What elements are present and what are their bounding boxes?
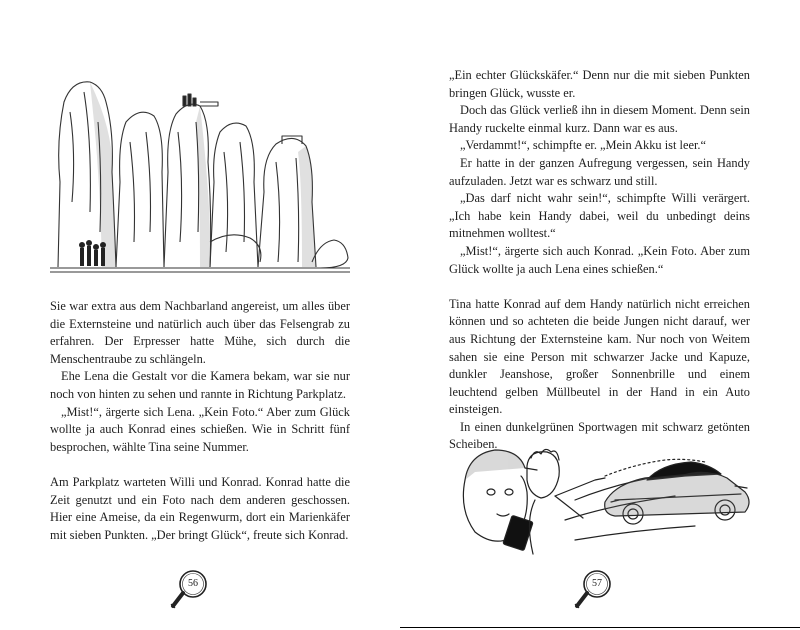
rock-formation-illustration (50, 62, 350, 274)
left-page-text (50, 298, 350, 544)
boys-and-sportscar-illustration (455, 440, 755, 555)
right-page-text (449, 67, 750, 454)
paragraph: „Mist!“, ärgerte sich Lena. „Kein Foto.“ Aber zum Glück wollte ja auch Konrad eines schießen. Wie in Schritt fünf besprochen, wählte Tina seine Nummer. (50, 404, 350, 454)
paragraph: In einen dunkelgrünen Sportwagen mit schwarz getönten Scheiben. (449, 419, 750, 452)
page-number: 56 (188, 578, 198, 589)
paragraph: Tina hatte Konrad auf dem Handy natürlich nicht erreichen können und so achteten die beide Jungen nicht darauf, wer aus Richtung der Externsteine kam. Nur noch von Weitem sahen sie eine Person mit schwarzer Jacke und Kapuze, dunkler Jeanshose, großer Sonnenbrille und einem leuchtend gelben Müllbeutel in der Hand in ein Auto einsteigen. (449, 296, 750, 417)
paragraph: „Das darf nicht wahr sein!“, schimpfte Willi verärgert. „Ich habe kein Handy dabei, weil du unbedingt deins mitnehmen wolltest.“ (449, 191, 750, 241)
right-page (400, 0, 800, 630)
bottom-rule (400, 627, 800, 628)
page-number-badge (168, 568, 228, 618)
paragraph: „Mist!“, ärgerte sich auch Konrad. „Kein Foto. Aber zum Glück wollte ja auch Lena eines schießen.“ (449, 243, 750, 276)
page-number-badge (572, 568, 632, 618)
paragraph: Doch das Glück verließ ihn in diesem Moment. Denn sein Handy ruckelte einmal kurz. Dann war es aus. (449, 103, 750, 135)
paragraph: „Ein echter Glückskäfer.“ Denn nur die mit sieben Punkten bringen Glück, wusste er. (449, 68, 750, 100)
paragraph: Ehe Lena die Gestalt vor die Kamera bekam, war sie nur noch von hinten zu sehen und rannte in Richtung Parkplatz. (50, 369, 350, 401)
paragraph: Sie war extra aus dem Nachbarland angereist, um alles über die Externsteine und natürlich auch über das Felsengrab zu erfahren. Der Erpresser hatte Mühe, sich durch die Menschentraube zu schlängeln. (50, 299, 350, 366)
paragraph: Er hatte in der ganzen Aufregung vergessen, sein Handy aufzuladen. Jetzt war es schwarz und still. (449, 155, 750, 188)
paragraph: „Verdammt!“, schimpfte er. „Mein Akku ist leer.“ (460, 138, 707, 153)
paragraph: Am Parkplatz warteten Willi und Konrad. Konrad hatte die Zeit genutzt und ein Foto nach dem anderen geschossen. Hier eine Ameise, da ein Regenwurm, dort ein Marienkäfer mit sieben Punkten. „Der bringt Glück“, freute sich Konrad. (50, 474, 350, 542)
page-number: 57 (592, 578, 602, 589)
